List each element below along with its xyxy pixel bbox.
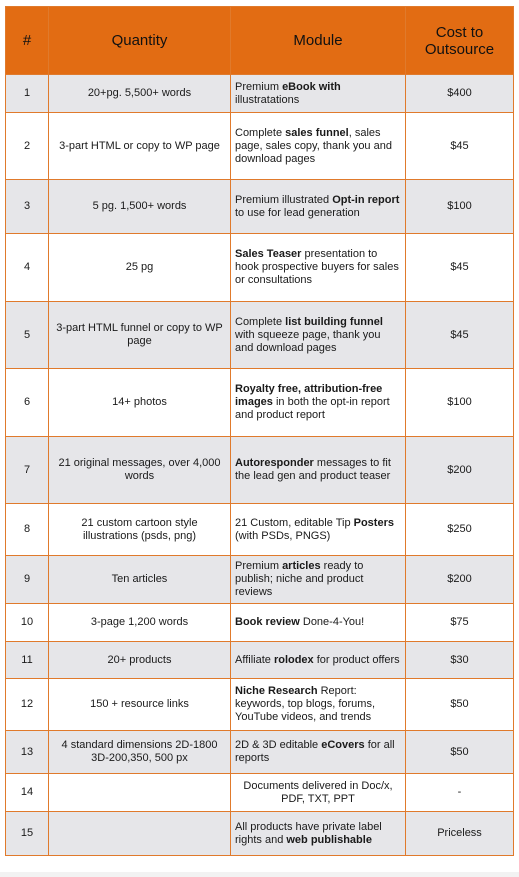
module-text-bold: list building funnel — [285, 315, 383, 328]
table-row — [6, 234, 514, 302]
row-module — [231, 812, 406, 856]
row-number: 10 — [6, 604, 49, 642]
module-text: 2D & 3D editable — [235, 739, 322, 751]
table-header-row — [6, 7, 514, 75]
module-text: All products have private label rights and — [235, 820, 382, 846]
row-number: 6 — [6, 369, 49, 437]
header-number: # — [6, 7, 49, 75]
module-text-bold: Book review — [235, 616, 300, 628]
module-text-bold: articles — [282, 560, 321, 572]
table-row — [6, 774, 514, 812]
row-number: 8 — [6, 504, 49, 556]
row-quantity: 21 original messages, over 4,000 words — [49, 437, 231, 504]
header-module: Module — [231, 7, 406, 75]
table-body — [6, 75, 514, 856]
row-number: 13 — [6, 731, 49, 774]
row-module — [231, 556, 406, 604]
row-module — [231, 504, 406, 556]
module-text-bold: eBook with — [282, 80, 341, 93]
row-number: 7 — [6, 437, 49, 504]
row-module — [231, 774, 406, 812]
module-text-bold: rolodex — [273, 653, 314, 666]
table-row — [6, 679, 514, 731]
table-row — [6, 642, 514, 679]
module-text-bold: Autoresponder — [235, 457, 314, 469]
module-text: messages to fit the lead gen and product teaser — [235, 457, 391, 482]
row-cost: $50 — [406, 679, 514, 731]
table-row — [6, 504, 514, 556]
header-quantity: Quantity — [49, 7, 231, 75]
row-cost: $45 — [406, 113, 514, 180]
table-row — [6, 180, 514, 234]
table-row — [6, 113, 514, 180]
row-cost: $400 — [406, 75, 514, 113]
row-number: 9 — [6, 556, 49, 604]
row-module — [231, 679, 406, 731]
row-quantity: 14+ photos — [49, 369, 231, 437]
row-cost: - — [406, 774, 514, 812]
module-text: for all reports — [235, 739, 395, 764]
row-module — [231, 642, 406, 679]
pricing-table-wrapper — [5, 6, 514, 856]
module-text: (with PSDs, PNGS) — [235, 529, 331, 542]
module-text-bold: web publishable — [286, 833, 372, 846]
row-quantity — [49, 774, 231, 812]
module-text-bold: Posters — [353, 516, 394, 529]
row-number: 1 — [6, 75, 49, 113]
row-quantity — [49, 812, 231, 856]
table-row — [6, 731, 514, 774]
table-row — [6, 302, 514, 369]
row-number: 11 — [6, 642, 49, 679]
module-text: Premium illustrated — [235, 193, 333, 206]
row-number: 3 — [6, 180, 49, 234]
module-text-bold: eCovers — [321, 739, 365, 751]
module-text: 21 Custom, editable Tip — [235, 516, 354, 529]
row-quantity: 3-part HTML funnel or copy to WP page — [49, 302, 231, 369]
row-cost: $30 — [406, 642, 514, 679]
row-number: 12 — [6, 679, 49, 731]
module-text: , sales page, sales copy, thank you and download pages — [235, 126, 392, 165]
module-text: illustratations — [235, 93, 300, 106]
table-row — [6, 604, 514, 642]
page-bottom-edge — [0, 872, 519, 877]
row-module — [231, 369, 406, 437]
row-cost: $100 — [406, 180, 514, 234]
module-text-bold: Royalty free, attribution-free images — [235, 383, 383, 408]
row-quantity: 4 standard dimensions 2D-1800 3D-200,350, 500 px — [49, 731, 231, 774]
header-cost: Cost to Outsource — [406, 7, 514, 75]
row-quantity: 5 pg. 1,500+ words — [49, 180, 231, 234]
module-text: Complete — [235, 315, 286, 328]
row-cost: $50 — [406, 731, 514, 774]
row-cost: $45 — [406, 234, 514, 302]
table-row — [6, 75, 514, 113]
row-quantity: 3-part HTML or copy to WP page — [49, 113, 231, 180]
row-quantity: 3-page 1,200 words — [49, 604, 231, 642]
row-module — [231, 437, 406, 504]
module-text: Documents delivered in Doc/x, PDF, TXT, PPT — [243, 779, 393, 805]
module-text-bold: Niche Research — [235, 685, 318, 697]
row-cost: $200 — [406, 556, 514, 604]
row-number: 5 — [6, 302, 49, 369]
row-cost: $45 — [406, 302, 514, 369]
row-quantity: 20+pg. 5,500+ words — [49, 75, 231, 113]
table-row — [6, 437, 514, 504]
outsource-cost-table — [5, 6, 514, 856]
row-cost: Priceless — [406, 812, 514, 856]
row-module — [231, 302, 406, 369]
row-quantity: 20+ products — [49, 642, 231, 679]
row-module — [231, 731, 406, 774]
row-module — [231, 75, 406, 113]
module-text: in both the opt-in report and product report — [235, 396, 390, 421]
module-text-bold: Sales Teaser — [235, 248, 302, 260]
module-text: ready to publish; niche and product reviews — [235, 560, 364, 598]
module-text-bold: Opt-in report — [332, 193, 400, 206]
module-text: for product offers — [313, 653, 400, 666]
row-cost: $200 — [406, 437, 514, 504]
table-row — [6, 556, 514, 604]
row-cost: $75 — [406, 604, 514, 642]
row-cost: $250 — [406, 504, 514, 556]
row-module — [231, 604, 406, 642]
row-number: 15 — [6, 812, 49, 856]
module-text: to use for lead generation — [235, 206, 360, 219]
row-module — [231, 180, 406, 234]
module-text: with squeeze page, thank you and download pages — [235, 328, 381, 354]
module-text: Affiliate — [235, 653, 274, 666]
row-number: 4 — [6, 234, 49, 302]
module-text: Report: keywords, top blogs, forums, YouTube videos, and trends — [235, 685, 376, 723]
row-number: 14 — [6, 774, 49, 812]
module-text: presentation to hook prospective buyers for sales or consultations — [235, 248, 399, 286]
row-quantity: 150 + resource links — [49, 679, 231, 731]
row-module — [231, 113, 406, 180]
row-cost: $100 — [406, 369, 514, 437]
module-text: Premium — [235, 560, 283, 572]
module-text: Complete — [235, 126, 286, 139]
table-row — [6, 369, 514, 437]
module-text-bold: sales funnel — [285, 126, 349, 139]
row-module — [231, 234, 406, 302]
row-quantity: 25 pg — [49, 234, 231, 302]
row-quantity: Ten articles — [49, 556, 231, 604]
row-number: 2 — [6, 113, 49, 180]
module-text: Premium — [235, 80, 283, 93]
row-quantity: 21 custom cartoon style illustrations (psds, png) — [49, 504, 231, 556]
module-text: Done-4-You! — [299, 616, 365, 628]
table-row — [6, 812, 514, 856]
